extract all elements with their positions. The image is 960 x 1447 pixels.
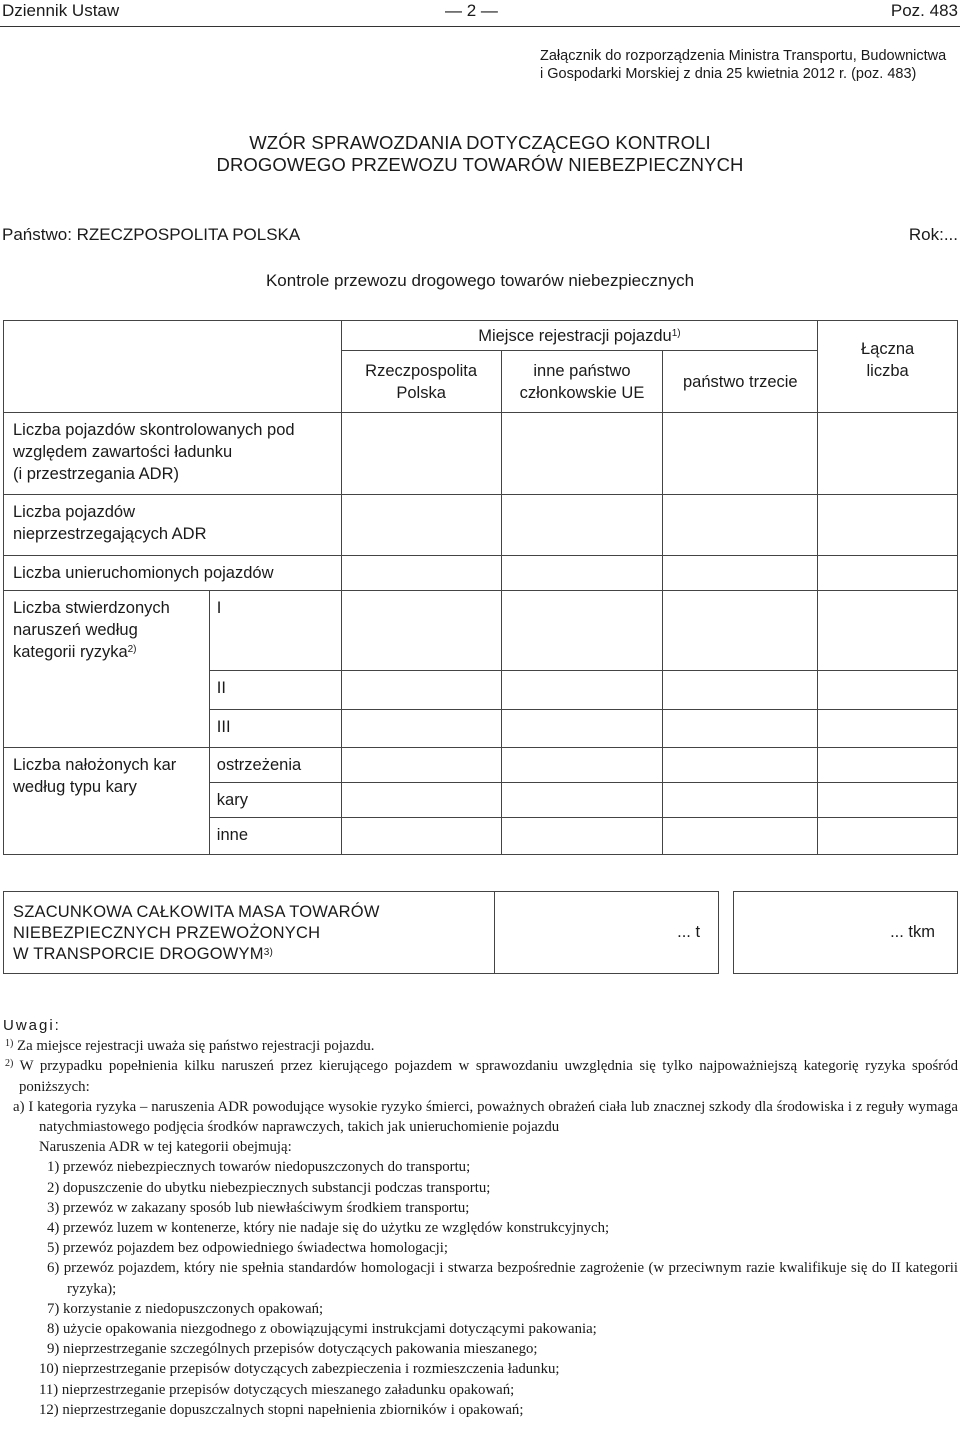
cell-input[interactable]	[341, 591, 501, 671]
table-row	[4, 556, 958, 591]
notes-section	[3, 1016, 958, 1420]
cell-input[interactable]	[818, 495, 958, 556]
list-item: 10) nieprzestrzeganie przepisów dotyczących zabezpieczenia i rozmieszczenia ładunku;	[39, 1361, 560, 1378]
cell-input[interactable]	[663, 556, 818, 591]
col-poland-header: Rzeczpospolita Polska	[341, 351, 501, 413]
table-row	[4, 413, 958, 495]
cell-input[interactable]	[818, 413, 958, 495]
cell-input[interactable]	[341, 748, 501, 783]
cell-input[interactable]	[818, 591, 958, 671]
list-item: 12) nieprzestrzeganie dopuszczalnych stopni napełnienia zbiorników i opakowań;	[39, 1401, 524, 1418]
annex-line-1: Załącznik do rozporządzenia Ministra Transportu, Budownictwa	[540, 48, 947, 64]
total-mass-label: SZACUNKOWA CAŁKOWITA MASA TOWARÓW NIEBEZPIECZNYCH PRZEWOŻONYCH W TRANSPORCIE DROGOWYM$^{3)}$	[4, 892, 495, 974]
cell-input[interactable]	[341, 818, 501, 855]
cell-input[interactable]	[501, 591, 663, 671]
list-item: 9) nieprzestrzeganie szczególnych przepisów dotyczących pakowania mieszanego;	[47, 1341, 538, 1358]
journal-name: Dziennik Ustaw	[2, 1, 120, 20]
annex-line-2: i Gospodarki Morskiej z dnia 25 kwietnia 2012 r. (poz. 483)	[540, 66, 917, 82]
controls-table	[3, 320, 958, 855]
header-blank	[4, 321, 342, 413]
title-line-1: WZÓR SPRAWOZDANIA DOTYCZĄCEGO KONTROLI	[249, 132, 711, 153]
list-item: 4) przewóz luzem w kontenerze, który nie nadaje się do użytku ze względów konstrukcyjnych;	[47, 1220, 610, 1237]
cell-input[interactable]	[341, 413, 501, 495]
registration-group-header: Miejsce rejestracji pojazdu$^{1)}$	[341, 321, 817, 351]
cell-input[interactable]	[501, 748, 663, 783]
total-mass-tonnes-field[interactable]: ... t	[495, 892, 719, 974]
row-label-immobilised: Liczba unieruchomionych pojazdów	[4, 556, 342, 591]
row-label-penalties: Liczba nałożonych kar według typu kary	[4, 748, 210, 855]
row-label-noncompliant: Liczba pojazdów nieprzestrzegających ADR	[4, 495, 342, 556]
total-mass-table	[3, 891, 958, 974]
cell-input[interactable]	[663, 413, 818, 495]
cell-input[interactable]	[501, 818, 663, 855]
note-2: $^{2)}$ W przypadku popełnienia kilku naruszeń przez kierującego pojazdem w sprawozdaniu uwzględnia się tylko najpoważniejszą kategorię ryzyka spośród poniższych:	[5, 1058, 958, 1095]
cell-input[interactable]	[663, 671, 818, 710]
cell-input[interactable]	[341, 556, 501, 591]
table-row	[4, 495, 958, 556]
note-2a: a) I kategoria ryzyka – naruszenia ADR powodujące wysokie ryzyko śmierci, poważnych obrażeń ciała lub znacznej szkody dla środowiska i z reguły wymaga natychmiastowego podjęcia środków naprawczych, takich jak unieruchomienie pojazdu	[13, 1098, 958, 1136]
cell-input[interactable]	[501, 495, 663, 556]
cell-input[interactable]	[501, 671, 663, 710]
list-item: 1) przewóz niebezpiecznych towarów niedopuszczonych do transportu;	[47, 1159, 471, 1176]
cell-input[interactable]	[501, 556, 663, 591]
title-line-2: DROGOWEGO PRZEWOZU TOWARÓW NIEBEZPIECZNYCH	[216, 154, 744, 175]
page-number: — 2 —	[445, 1, 498, 20]
cell-input[interactable]	[818, 748, 958, 783]
cell-input[interactable]	[818, 818, 958, 855]
cell-input[interactable]	[663, 818, 818, 855]
cell-input[interactable]	[663, 495, 818, 556]
list-item: 8) użycie opakowania niezgodnego z obowiązującymi instrukcjami dotyczącymi pakowania;	[47, 1321, 597, 1338]
col-eu-header: inne państwo członkowskie UE	[501, 351, 663, 413]
header-rule	[0, 26, 960, 27]
note-2a-intro: Naruszenia ADR w tej kategorii obejmują:	[39, 1139, 292, 1156]
cell-input[interactable]	[818, 710, 958, 748]
table-row	[4, 748, 958, 783]
cell-input[interactable]	[818, 783, 958, 818]
cell-input[interactable]	[501, 413, 663, 495]
document-title	[0, 132, 960, 176]
table-subtitle: Kontrole przewozu drogowego towarów niebezpiecznych	[265, 271, 695, 290]
cell-input[interactable]	[663, 591, 818, 671]
risk-category-2: II	[209, 671, 341, 710]
list-item: 7) korzystanie z niedopuszczonych opakowań;	[47, 1300, 324, 1317]
gap	[719, 892, 734, 974]
annex-note	[540, 47, 960, 83]
cell-input[interactable]	[663, 710, 818, 748]
state-label: Państwo: RZECZPOSPOLITA POLSKA	[2, 225, 301, 244]
penalty-fines: kary	[209, 783, 341, 818]
list-item: 3) przewóz w zakazany sposób lub niewłaściwym środkiem transportu;	[47, 1199, 470, 1216]
list-item: 2) dopuszczenie do ubytku niebezpiecznych substancji podczas transportu;	[47, 1179, 491, 1196]
risk-category-1: I	[209, 591, 341, 671]
cell-input[interactable]	[341, 671, 501, 710]
cell-input[interactable]	[818, 671, 958, 710]
page-header	[0, 0, 960, 26]
cell-input[interactable]	[818, 556, 958, 591]
penalty-other: inne	[209, 818, 341, 855]
cell-input[interactable]	[501, 783, 663, 818]
cell-input[interactable]	[663, 748, 818, 783]
cell-input[interactable]	[341, 783, 501, 818]
cell-input[interactable]	[663, 783, 818, 818]
col-total-header: Łączna liczba	[818, 321, 958, 413]
penalty-warnings: ostrzeżenia	[209, 748, 341, 783]
list-item: 5) przewóz pojazdem bez odpowiedniego świadectwa homologacji;	[47, 1240, 449, 1257]
list-item: 11) nieprzestrzeganie przepisów dotyczących mieszanego załadunku opakowań;	[39, 1381, 515, 1398]
note-1: $^{1)}$ Za miejsce rejestracji uważa się państwo rejestracji pojazdu.	[5, 1038, 375, 1055]
list-item: 6) przewóz pojazdem, który nie spełnia standardów homologacji i stwarza bezpośrednie zagrożenie (w przeciwnym razie kwalifikuje się do II kategorii ryzyka);	[47, 1260, 958, 1297]
risk-category-3: III	[209, 710, 341, 748]
total-mass-tkm-field[interactable]: ... tkm	[733, 892, 957, 974]
row-label-infringements: Liczba stwierdzonych naruszeń według kategorii ryzyka$^{2)}$	[4, 591, 210, 748]
row-label-controlled: Liczba pojazdów skontrolowanych pod względem zawartości ładunku (i przestrzegania ADR)	[4, 413, 342, 495]
table-row	[4, 591, 958, 671]
col-third-country-header: państwo trzecie	[663, 351, 818, 413]
cell-input[interactable]	[501, 710, 663, 748]
year-field[interactable]: Rok:...	[908, 225, 958, 244]
position-number: Poz. 483	[890, 1, 958, 20]
notes-heading: Uwagi:	[3, 1017, 61, 1034]
cell-input[interactable]	[341, 710, 501, 748]
cell-input[interactable]	[341, 495, 501, 556]
